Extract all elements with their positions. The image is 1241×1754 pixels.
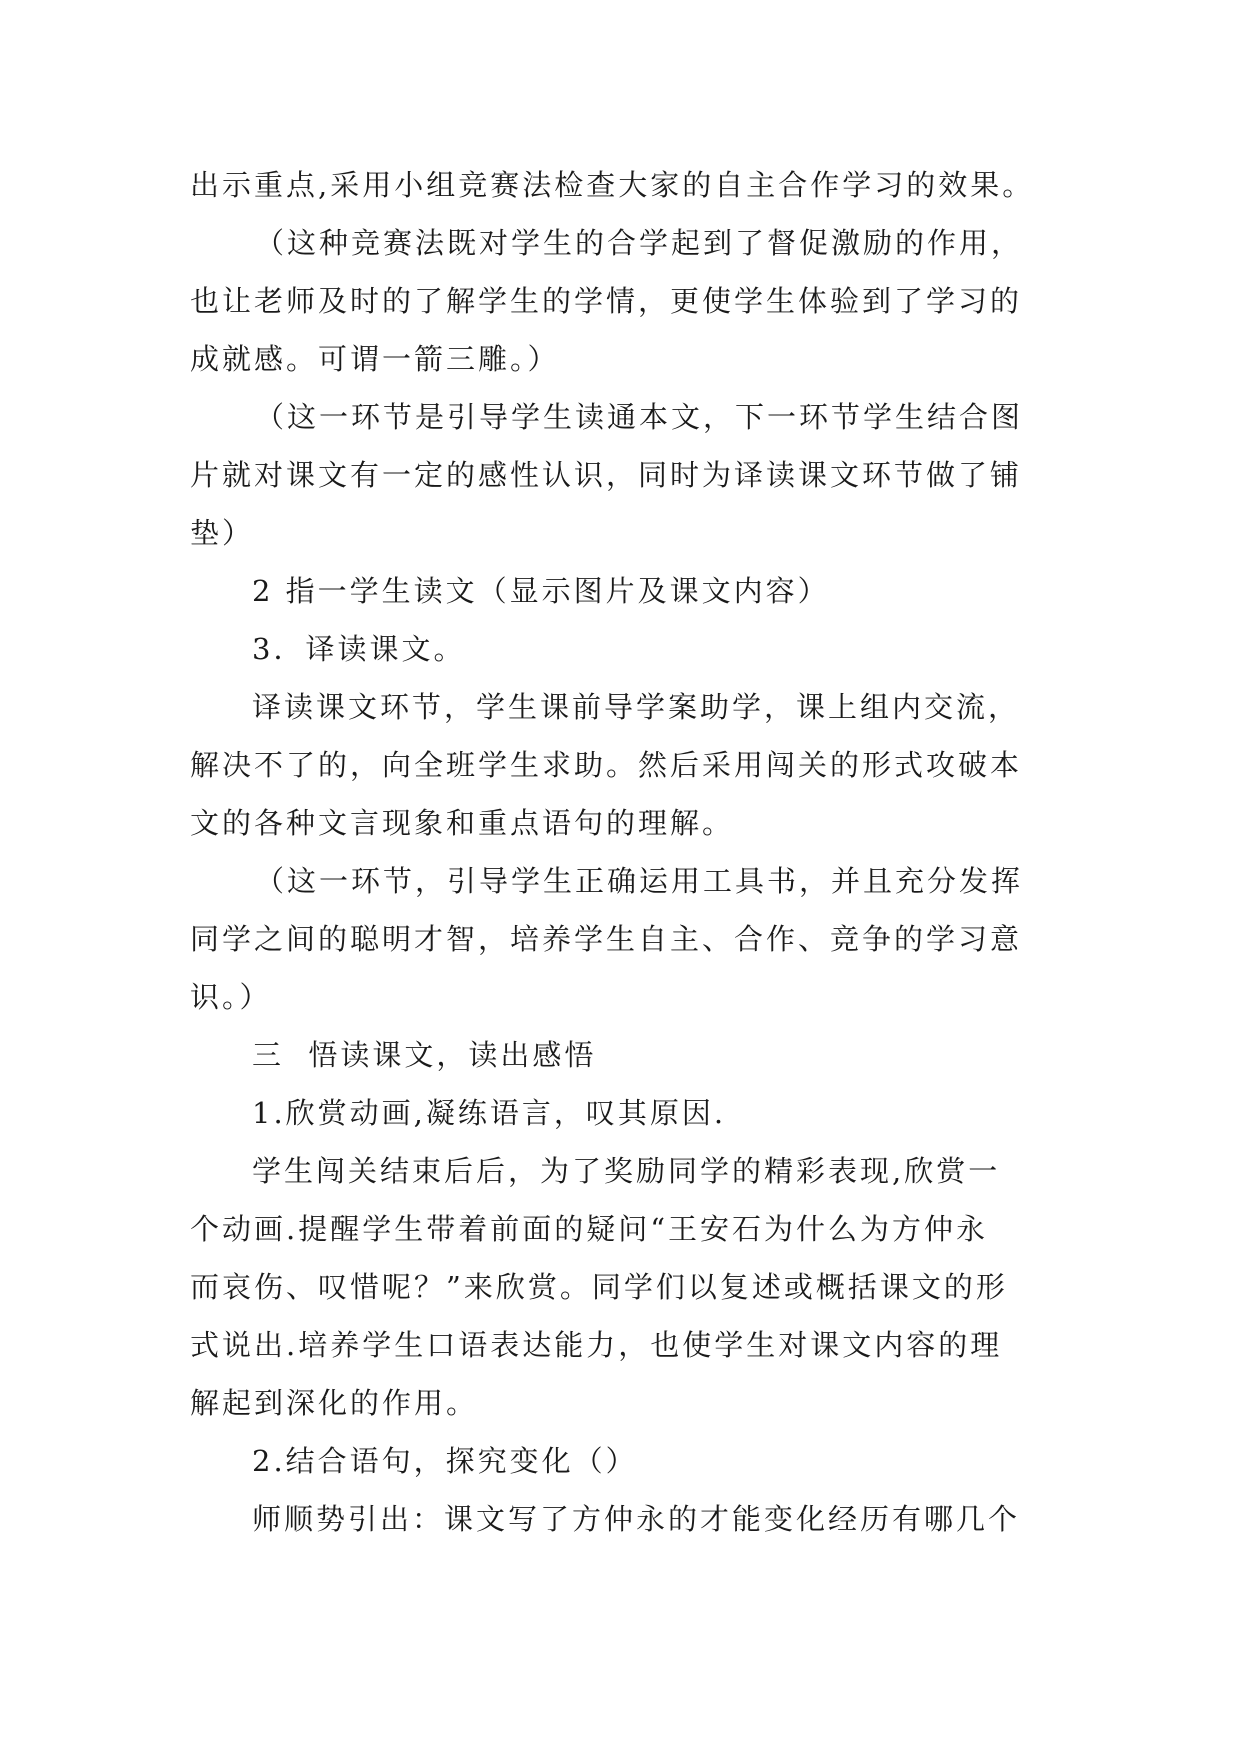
- text-line: 学生闯关结束后后，为了奖励同学的精彩表现,欣赏一: [252, 1154, 1001, 1188]
- text-line: 1.欣赏动画,凝练语言，叹其原因.: [252, 1096, 727, 1130]
- text-line: （这种竞赛法既对学生的合学起到了督促激励的作用，: [255, 226, 1024, 260]
- text-line: 2.结合语句，探究变化（）: [252, 1444, 638, 1478]
- text-line: 2 指一学生读文（显示图片及课文内容）: [252, 574, 830, 608]
- text-line: 而哀伤、叹惜呢？”来欣赏。同学们以复述或概括课文的形: [190, 1270, 1008, 1304]
- text-line: 识。）: [190, 980, 272, 1014]
- text-line: 式说出.培养学生口语表达能力，也使学生对课文内容的理: [190, 1328, 1003, 1362]
- text-line: 解起到深化的作用。: [190, 1386, 479, 1420]
- section-heading: 三 悟读课文，读出感悟: [252, 1038, 597, 1072]
- text-line: 垫）: [190, 516, 255, 550]
- text-line: 出示重点,采用小组竞赛法检查大家的自主合作学习的效果。: [190, 168, 1035, 202]
- text-line: 师顺势引出：课文写了方仲永的才能变化经历有哪几个: [252, 1502, 1021, 1536]
- text-line: 个动画.提醒学生带着前面的疑问“王安石为什么为方仲永: [190, 1212, 989, 1246]
- text-line: 片就对课文有一定的感性认识，同时为译读课文环节做了铺: [190, 458, 1023, 492]
- text-line: 译读课文环节，学生课前导学案助学，课上组内交流，: [252, 690, 1021, 724]
- text-line: （这一环节，引导学生正确运用工具书，并且充分发挥: [255, 864, 1024, 898]
- text-line: 也让老师及时的了解学生的学情，更使学生体验到了学习的: [190, 284, 1023, 318]
- text-line: 解决不了的，向全班学生求助。然后采用闯关的形式攻破本: [190, 748, 1023, 782]
- text-line: 文的各种文言现象和重点语句的理解。: [190, 806, 735, 840]
- text-line: 同学之间的聪明才智，培养学生自主、合作、竞争的学习意: [190, 922, 1023, 956]
- text-line: 3．译读课文。: [252, 632, 466, 666]
- text-line: 成就感。可谓一箭三雕。）: [190, 342, 560, 376]
- text-line: （这一环节是引导学生读通本文，下一环节学生结合图: [255, 400, 1024, 434]
